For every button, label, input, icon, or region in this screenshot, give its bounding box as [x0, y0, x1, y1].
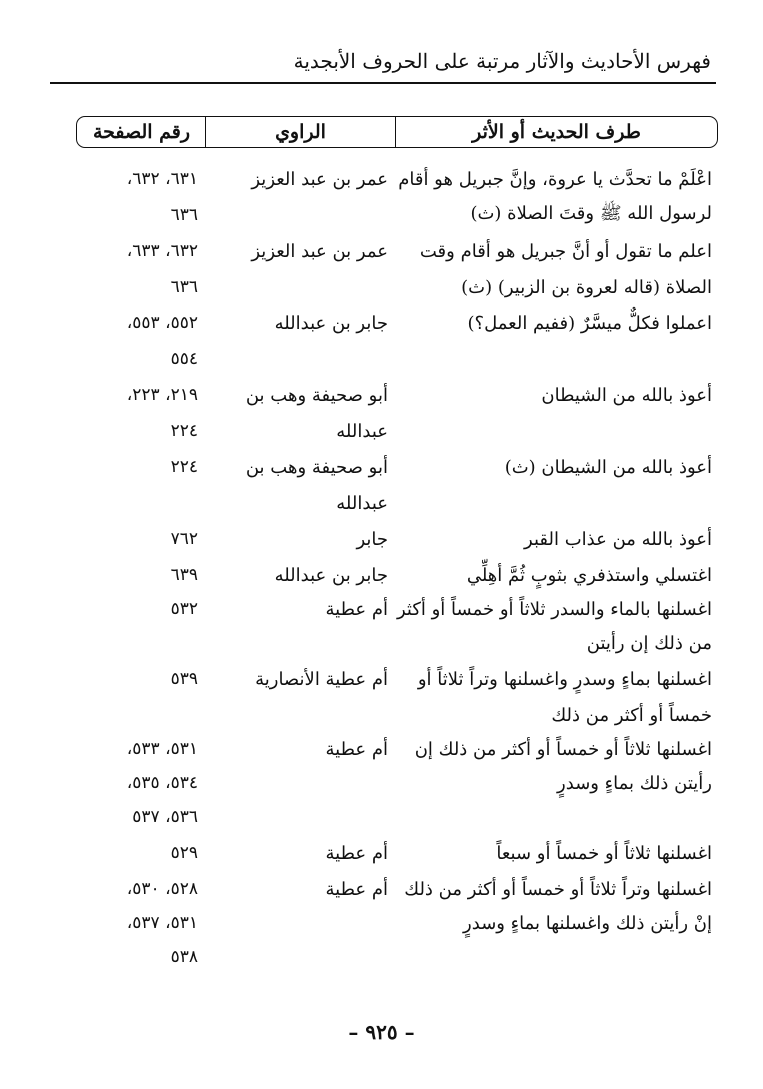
- hadith-cell: أعوذ بالله من عذاب القبر: [524, 528, 712, 550]
- column-header-hadith: طرف الحديث أو الأثر: [395, 117, 717, 147]
- pages-cell: ٦٣٦: [170, 277, 198, 297]
- table-row: [76, 304, 718, 342]
- pages-cell: ٥٥٤: [170, 349, 198, 369]
- narrator-cell: [206, 626, 388, 660]
- hadith-cell: إنْ رأيتن ذلك واغسلنها بماءٍ وسدرٍ: [463, 912, 712, 934]
- narrator-cell: [206, 766, 388, 800]
- table-row: [76, 342, 718, 376]
- hadith-cell: اغسلنها وتراً ثلاثاً أو خمساً أو أكثر من ذلك: [404, 878, 712, 900]
- hadith-cell: أعوذ بالله من الشيطان: [541, 384, 712, 406]
- running-header: فهرس الأحاديث والآثار مرتبة على الحروف الأبجدية: [293, 49, 711, 73]
- pages-cell: ٦٣١، ٦٣٢،: [126, 169, 198, 189]
- pages-cell: [80, 698, 198, 732]
- table-row: [76, 198, 718, 232]
- table-row: [76, 940, 718, 974]
- table-row: [76, 626, 718, 660]
- table-header: [76, 116, 718, 148]
- pages-cell: ٢١٩، ٢٢٣،: [126, 385, 198, 405]
- narrator-cell: أم عطية: [325, 598, 388, 620]
- page-number: – ٩٢٥ –: [348, 1020, 415, 1044]
- hadith-cell: لرسول الله ﷺ وقتَ الصلاة (ث): [470, 203, 712, 224]
- narrator-cell: أبو صحيفة وهب بن: [245, 384, 388, 406]
- hadith-cell: رأيتن ذلك بماءٍ وسدرٍ: [557, 772, 712, 794]
- table-row: [76, 592, 718, 626]
- table-row: [76, 558, 718, 592]
- hadith-cell: الصلاة (قاله لعروة بن الزبير) (ث): [461, 276, 712, 298]
- table-row: [76, 872, 718, 906]
- narrator-cell: أم عطية: [325, 878, 388, 900]
- pages-cell: ٥٢٨، ٥٣٠،: [126, 879, 198, 899]
- table-row: [76, 232, 718, 270]
- narrator-cell: جابر بن عبدالله: [274, 564, 388, 586]
- narrator-cell: عمر بن عبد العزيز: [251, 240, 388, 262]
- pages-cell: ٥٥٢، ٥٥٣،: [126, 313, 198, 333]
- hadith-cell: [396, 940, 712, 974]
- narrator-cell: [206, 698, 388, 732]
- table-row: [76, 160, 718, 198]
- hadith-cell: اغسلنها ثلاثاً أو خمساً أو سبعاً: [496, 842, 712, 864]
- narrator-cell: عبدالله: [336, 492, 388, 514]
- table-row: [76, 800, 718, 834]
- pages-cell: ٦٣٢، ٦٣٣،: [126, 241, 198, 261]
- table-row: [76, 270, 718, 304]
- pages-cell: ٥٣١، ٥٣٣،: [126, 739, 198, 759]
- table-row: [76, 660, 718, 698]
- pages-cell: ٥٣٨: [170, 947, 198, 967]
- pages-cell: ٥٣١، ٥٣٧،: [126, 913, 198, 933]
- hadith-cell: [396, 800, 712, 834]
- narrator-cell: أبو صحيفة وهب بن: [245, 456, 388, 478]
- narrator-cell: جابر: [356, 528, 388, 550]
- narrator-cell: أم عطية: [325, 842, 388, 864]
- pages-cell: ٥٢٩: [170, 843, 198, 863]
- table-row: [76, 448, 718, 486]
- index-table-body: [76, 160, 718, 974]
- pages-cell: ٢٢٤: [170, 421, 198, 441]
- pages-cell: [80, 486, 198, 520]
- hadith-cell: [396, 414, 712, 448]
- hadith-cell: اغسلنها ثلاثاً أو خمساً أو أكثر من ذلك إن: [414, 738, 712, 760]
- narrator-cell: أم عطية: [325, 738, 388, 760]
- hadith-cell: من ذلك إن رأيتن: [586, 632, 712, 654]
- pages-cell: ٦٣٦: [170, 205, 198, 225]
- hadith-cell: خمساً أو أكثر من ذلك: [551, 704, 712, 726]
- hadith-cell: اغسلنها بالماء والسدر ثلاثاً أو خمساً أو أكثر: [396, 598, 712, 620]
- header-rule: [50, 82, 716, 84]
- table-row: [76, 486, 718, 520]
- table-row: [76, 906, 718, 940]
- pages-cell: [80, 626, 198, 660]
- narrator-cell: [206, 906, 388, 940]
- column-header-narrator: الراوي: [205, 117, 395, 147]
- pages-cell: ٧٦٢: [170, 529, 198, 549]
- pages-cell: ٥٣٦، ٥٣٧: [132, 807, 198, 827]
- pages-cell: ٥٣٢: [170, 599, 198, 619]
- hadith-cell: [396, 342, 712, 376]
- table-row: [76, 732, 718, 766]
- narrator-cell: [206, 940, 388, 974]
- pages-cell: ٢٢٤: [170, 457, 198, 477]
- table-row: [76, 376, 718, 414]
- narrator-cell: عبدالله: [336, 420, 388, 442]
- narrator-cell: [206, 800, 388, 834]
- hadith-cell: اعلم ما تقول أو أنَّ جبريل هو أقام وقت: [419, 240, 712, 262]
- hadith-cell: اعملوا فكلٌّ ميسَّرٌ (ففيم العمل؟): [467, 312, 712, 334]
- pages-cell: ٥٣٩: [170, 669, 198, 689]
- table-row: [76, 834, 718, 872]
- narrator-cell: [206, 198, 388, 232]
- hadith-cell: أعوذ بالله من الشيطان (ث): [504, 456, 712, 478]
- narrator-cell: [206, 342, 388, 376]
- table-row: [76, 766, 718, 800]
- narrator-cell: جابر بن عبدالله: [274, 312, 388, 334]
- pages-cell: ٥٣٤، ٥٣٥،: [126, 773, 198, 793]
- narrator-cell: [206, 270, 388, 304]
- hadith-cell: اغسلنها بماءٍ وسدرٍ واغسلنها وتراً ثلاثاً أو: [417, 668, 712, 690]
- column-header-page-numbers: رقم الصفحة: [92, 121, 191, 143]
- narrator-cell: عمر بن عبد العزيز: [251, 168, 388, 190]
- pages-cell: ٦٣٩: [170, 565, 198, 585]
- narrator-cell: أم عطية الأنصارية: [255, 668, 388, 690]
- table-row: [76, 698, 718, 732]
- hadith-cell: اغتسلي واستذفري بثوبٍ ثُمَّ أهِلِّي: [466, 564, 712, 586]
- table-row: [76, 520, 718, 558]
- hadith-cell: [396, 486, 712, 520]
- table-row: [76, 414, 718, 448]
- hadith-cell: اعْلَمْ ما تحدَّث يا عروة، وإنَّ جبريل هو أقام: [398, 168, 712, 190]
